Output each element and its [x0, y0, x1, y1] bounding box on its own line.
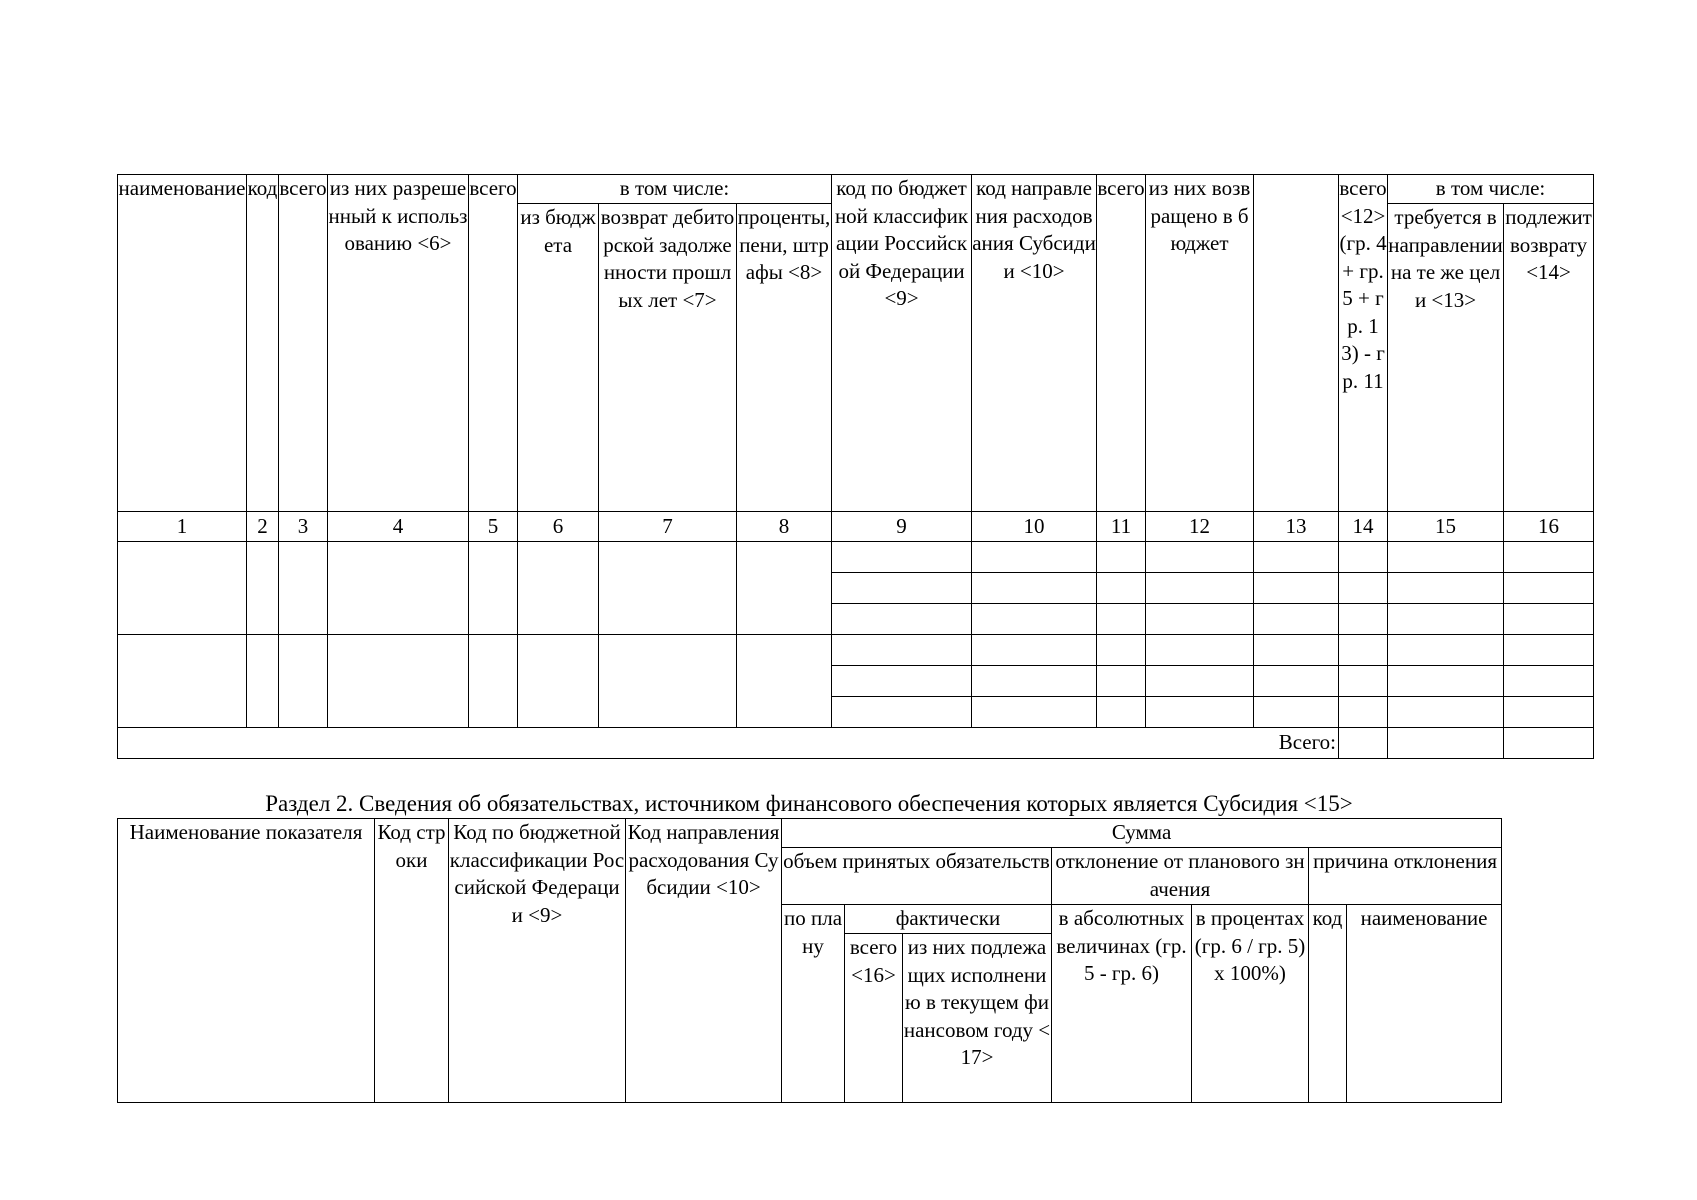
- table-cell: [1388, 697, 1504, 728]
- table-cell: [737, 542, 832, 635]
- table-cell: [279, 542, 328, 635]
- column-number: 1: [118, 512, 247, 542]
- table-cell: [1504, 604, 1594, 635]
- table-cell: [972, 542, 1097, 573]
- header-group-including: в том числе:: [518, 175, 832, 204]
- table-cell: [1388, 666, 1504, 697]
- header-sum: Сумма: [782, 819, 1502, 848]
- column-number: 6: [518, 512, 599, 542]
- header-total-5: всего: [469, 175, 518, 512]
- header-actual-current-year: из них подлежащих исполнению в текущем финансовом году <17>: [903, 934, 1052, 1103]
- table-cell: [1339, 666, 1388, 697]
- table-cell: [469, 635, 518, 728]
- table-cell: [972, 604, 1097, 635]
- column-number: 4: [328, 512, 469, 542]
- table-cell: [1504, 542, 1594, 573]
- table-cell: [1254, 697, 1339, 728]
- table-cell: [972, 697, 1097, 728]
- header-from-budget: из бюджета: [518, 204, 599, 512]
- column-number: 2: [247, 512, 279, 542]
- table-cell: [599, 635, 737, 728]
- table-cell: [1504, 573, 1594, 604]
- total-label: Всего:: [118, 728, 1339, 759]
- header-obligations-volume: объем принятых обязательств: [782, 848, 1052, 905]
- table-cell: [1254, 666, 1339, 697]
- obligations-table: [117, 818, 1502, 1103]
- table-cell: [1146, 666, 1254, 697]
- header-direction-code: код направления расходования Субсидии <10>: [972, 175, 1097, 512]
- header-deviation: отклонение от планового значения: [1052, 848, 1309, 905]
- header-direction-code: Код направления расходования Субсидии <10>: [626, 819, 782, 1103]
- table-cell: [1339, 573, 1388, 604]
- table-row: [118, 635, 1594, 666]
- table-cell: [247, 542, 279, 635]
- header-percent: в процентах (гр. 6 / гр. 5) x 100%): [1192, 905, 1309, 1103]
- header-receivables: возврат дебиторской задолженности прошлых лет <7>: [599, 204, 737, 512]
- table-cell: [328, 635, 469, 728]
- header-by-plan: по плану: [782, 905, 845, 1103]
- header-col-13: [1254, 175, 1339, 512]
- header-total-11: всего: [1097, 175, 1146, 512]
- table-cell: [1254, 542, 1339, 573]
- table-cell: [1097, 542, 1146, 573]
- column-number: 3: [279, 512, 328, 542]
- table-cell: [832, 573, 972, 604]
- header-code: код: [247, 175, 279, 512]
- column-number: 5: [469, 512, 518, 542]
- table-cell: [972, 635, 1097, 666]
- table-cell: [1146, 697, 1254, 728]
- column-number: 13: [1254, 512, 1339, 542]
- table-cell: [1254, 635, 1339, 666]
- table-cell: [1339, 542, 1388, 573]
- table-cell: [1388, 604, 1504, 635]
- column-number: 9: [832, 512, 972, 542]
- column-number: 11: [1097, 512, 1146, 542]
- table-cell: [1146, 635, 1254, 666]
- header-actual: фактически: [845, 905, 1052, 934]
- header-allowed-use: из них разрешенный к использованию <6>: [328, 175, 469, 512]
- table-cell: [518, 635, 599, 728]
- table-cell: [1504, 666, 1594, 697]
- table-cell: [1097, 573, 1146, 604]
- table-cell: [1146, 604, 1254, 635]
- table-cell: [1504, 635, 1594, 666]
- table-cell: [279, 635, 328, 728]
- table-cell: [247, 635, 279, 728]
- table-cell: [469, 542, 518, 635]
- table-cell: [832, 542, 972, 573]
- table-cell: [118, 635, 247, 728]
- header-interest: проценты, пени, штрафы <8>: [737, 204, 832, 512]
- total-cell: [1504, 728, 1594, 759]
- total-cell: [1339, 728, 1388, 759]
- table-cell: [1339, 635, 1388, 666]
- header-to-return: подлежит возврату <14>: [1504, 204, 1594, 512]
- header-deviation-reason: причина отклонения: [1309, 848, 1502, 905]
- table-cell: [1388, 573, 1504, 604]
- table-cell: [1504, 697, 1594, 728]
- total-row: [118, 728, 1594, 759]
- column-number: 12: [1146, 512, 1254, 542]
- table-cell: [1339, 604, 1388, 635]
- header-row-code: Код строки: [375, 819, 449, 1103]
- table-cell: [1339, 697, 1388, 728]
- table-cell: [737, 635, 832, 728]
- header-returned: из них возвращено в бюджет: [1146, 175, 1254, 512]
- header-total-3: всего: [279, 175, 328, 512]
- header-bk-code: Код по бюджетной классификации Российской Федерации <9>: [449, 819, 626, 1103]
- table-cell: [328, 542, 469, 635]
- total-cell: [1388, 728, 1504, 759]
- column-number: 16: [1504, 512, 1594, 542]
- header-name: наименование: [118, 175, 247, 512]
- header-actual-total: всего <16>: [845, 934, 903, 1103]
- header-total-14: всего <12> (гр. 4 + гр. 5 + гр. 13) - гр. 11: [1339, 175, 1388, 512]
- table-cell: [1097, 666, 1146, 697]
- header-indicator-name: Наименование показателя: [118, 819, 375, 1103]
- table-cell: [1254, 604, 1339, 635]
- column-number: 15: [1388, 512, 1504, 542]
- column-numbers-row: [118, 512, 1594, 542]
- table-cell: [1146, 542, 1254, 573]
- column-number: 8: [737, 512, 832, 542]
- table-row: [118, 542, 1594, 573]
- column-number: 7: [599, 512, 737, 542]
- table-cell: [1254, 573, 1339, 604]
- section-2-title: Раздел 2. Сведения об обязательствах, источником финансового обеспечения которых является Субсидия <15>: [265, 791, 1353, 816]
- table-cell: [832, 666, 972, 697]
- table-cell: [832, 635, 972, 666]
- column-number: 10: [972, 512, 1097, 542]
- balance-table: [117, 174, 1594, 759]
- table-cell: [972, 573, 1097, 604]
- header-same-purpose: требуется в направлении на те же цели <13>: [1388, 204, 1504, 512]
- table-cell: [518, 542, 599, 635]
- header-absolute: в абсолютных величинах (гр. 5 - гр. 6): [1052, 905, 1192, 1103]
- table-cell: [1388, 635, 1504, 666]
- table-cell: [1388, 542, 1504, 573]
- column-number: 14: [1339, 512, 1388, 542]
- table-cell: [1097, 604, 1146, 635]
- table-cell: [118, 542, 247, 635]
- table-cell: [1146, 573, 1254, 604]
- header-group-including-2: в том числе:: [1388, 175, 1594, 204]
- table-cell: [599, 542, 737, 635]
- table-cell: [832, 604, 972, 635]
- table-cell: [1097, 635, 1146, 666]
- table-cell: [832, 697, 972, 728]
- header-reason-name: наименование: [1347, 905, 1502, 1103]
- table-cell: [1097, 697, 1146, 728]
- header-bk-code: код по бюджетной классификации Российской Федерации <9>: [832, 175, 972, 512]
- table-cell: [972, 666, 1097, 697]
- header-reason-code: код: [1309, 905, 1347, 1103]
